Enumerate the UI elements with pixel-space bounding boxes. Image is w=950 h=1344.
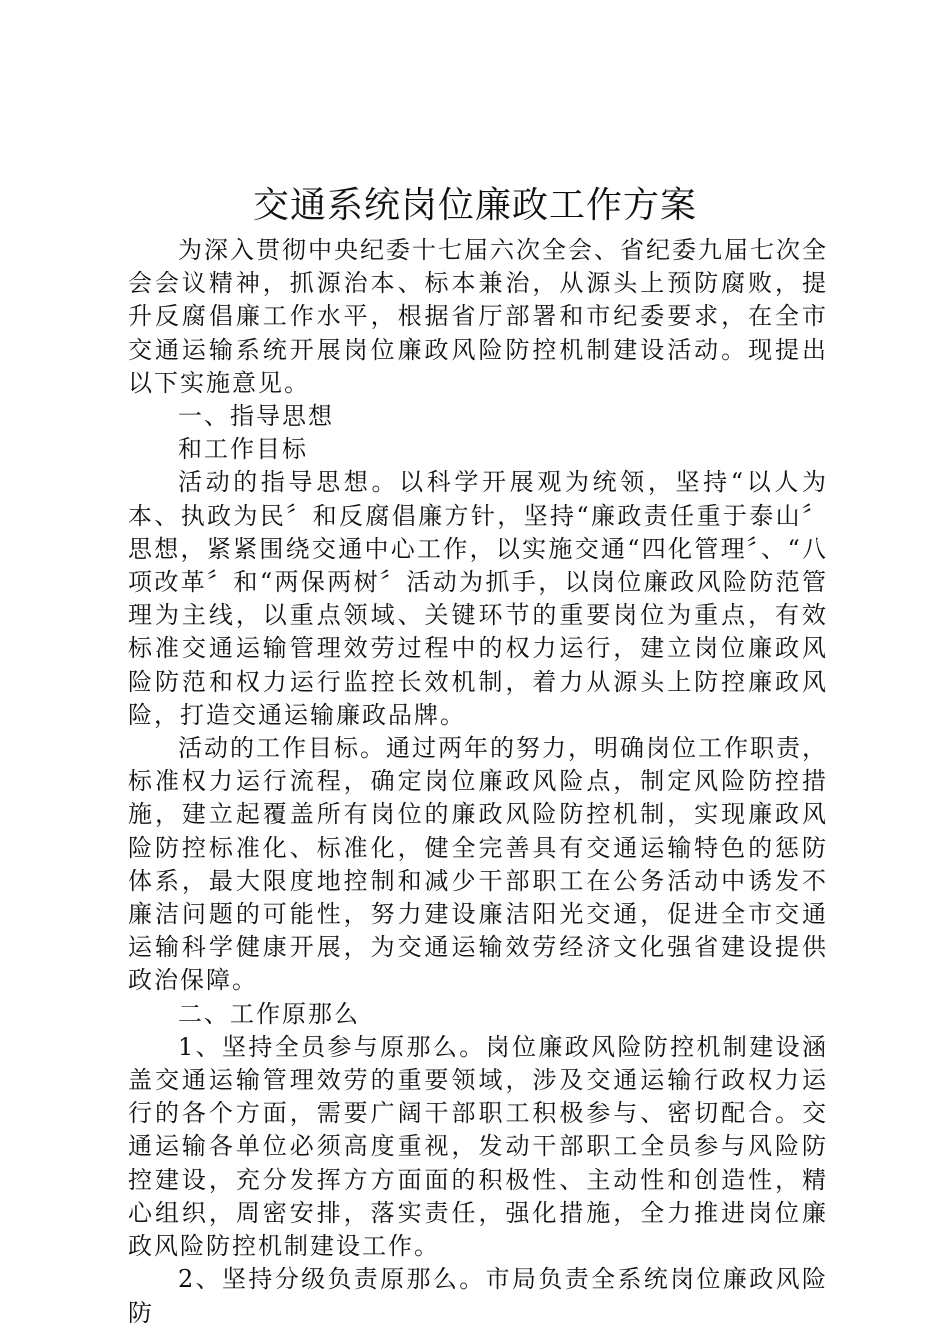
section-heading-work-principles: 二、工作原那么: [178, 999, 360, 1028]
paragraph-intro: 为深入贯彻中央纪委十七届六次全会、省纪委九届七次全会会议精神，抓源治本、标本兼治，从源头上预防腐败，提升反腐倡廉工作水平，根据省厅部署和市纪委要求，在全市交通运输系统开展岗位廉政风险防控机制建设活动。现提出以下实施意见。: [128, 236, 828, 397]
section-heading-continuation: 和工作目标: [178, 435, 308, 464]
document-body: [128, 234, 828, 1330]
paragraph-principle-2: 2、坚持分级负责原那么。市局负责全系统岗位廉政风险防: [128, 1265, 828, 1327]
paragraph-guiding-ideology: 活动的指导思想。以科学开展观为统领，坚持“以人为本、执政为民〞和反腐倡廉方针，坚持“廉政责任重于泰山〞思想，紧紧围绕交通中心工作，以实施交通“四化管理〞、“八项改革〞和“两保两树〞活动为抓手，以岗位廉政风险防范管理为主线，以重点领域、关键环节的重要岗位为重点，有效标准交通运输管理效劳过程中的权力运行，建立岗位廉政风险防范和权力运行监控长效机制，着力从源头上防控廉政风险，打造交通运输廉政品牌。: [128, 468, 828, 729]
document-title: 交通系统岗位廉政工作方案: [252, 185, 697, 226]
paragraph-work-goals: 活动的工作目标。通过两年的努力，明确岗位工作职责，标准权力运行流程，确定岗位廉政风险点，制定风险防控措施，建立起覆盖所有岗位的廉政风险防控机制，实现廉政风险防控标准化、标准化，健全完善具有交通运输特色的惩防体系，最大限度地控制和减少干部职工在公务活动中诱发不廉洁问题的可能性，努力建设廉洁阳光交通，促进全市交通运输科学健康开展，为交通运输效劳经济文化强省建设提供政治保障。: [128, 734, 828, 995]
section-heading-guiding-ideology: 一、指导思想: [178, 402, 334, 431]
paragraph-principle-1: 1、坚持全员参与原那么。岗位廉政风险防控机制建设涵盖交通运输管理效劳的重要领域，涉及交通运输行政权力运行的各个方面，需要广阔干部职工积极参与、密切配合。交通运输各单位必须高度重视，发动干部职工全员参与风险防控建设，充分发挥方方面面的积极性、主动性和创造性，精心组织，周密安排，落实责任，强化措施，全力推进岗位廉政风险防控机制建设工作。: [128, 1032, 828, 1261]
